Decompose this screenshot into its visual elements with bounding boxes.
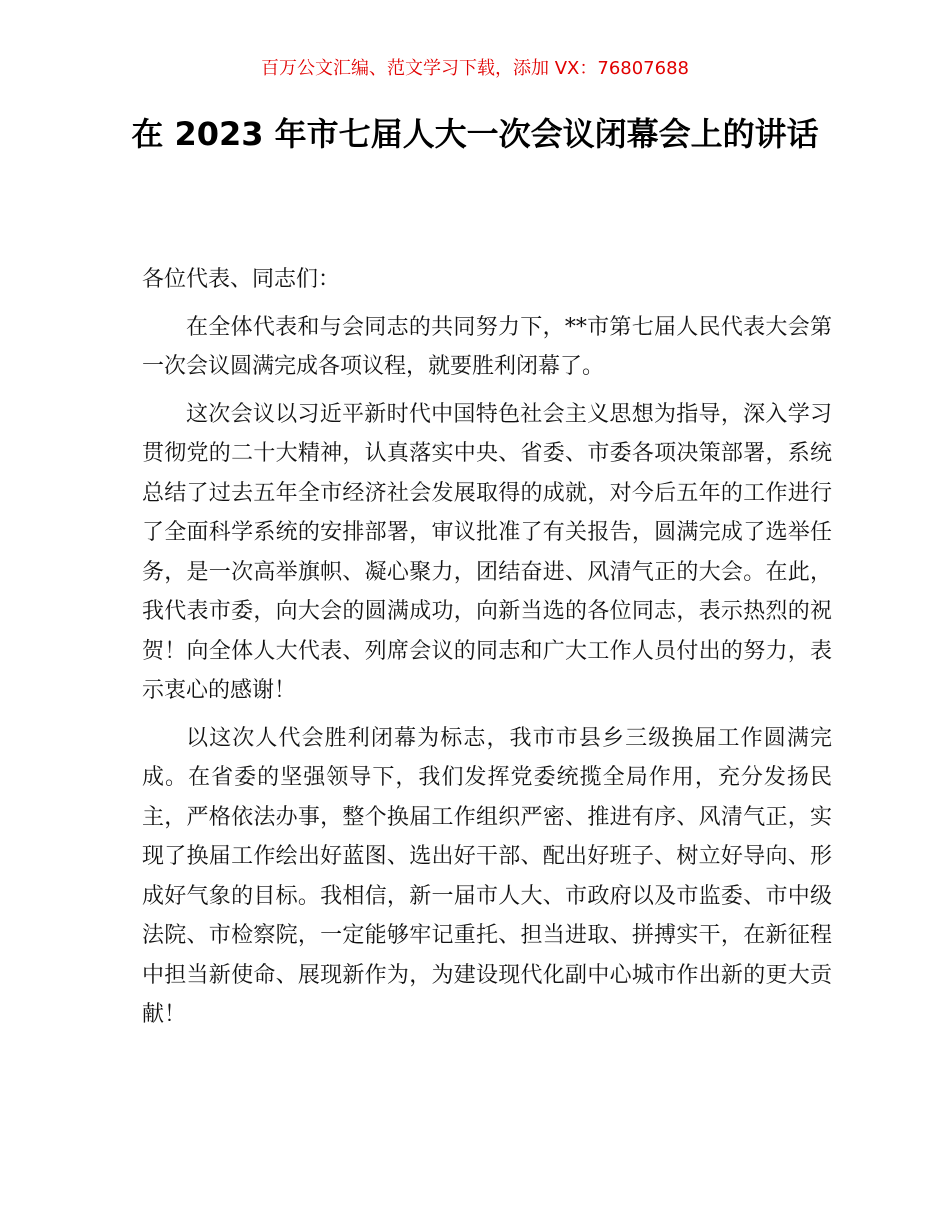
document-body (142, 260, 832, 1043)
paragraph-3: 以这次人代会胜利闭幕为标志，我市市县乡三级换届工作圆满完成。在省委的坚强领导下，我们发挥党委统揽全局作用，充分发扬民主，严格依法办事，整个换届工作组织严密、推进有序、风清气正，实现了换届工作绘出好蓝图、选出好干部、配出好班子、树立好导向、形成好气象的目标。我相信，新一届市人大、市政府以及市监委、市中级法院、市检察院，一定能够牢记重托、担当进取、拼搏实干，在新征程中担当新使命、展现新作为，为建设现代化副中心城市作出新的更大贡献！ (142, 725, 832, 1027)
paragraph-1: 在全体代表和与会同志的共同努力下，**市第七届人民代表大会第一次会议圆满完成各项议程，就要胜利闭幕了。 (142, 314, 832, 379)
watermark-header: 百万公文汇编、范文学习下载，添加 VX：76807688 (261, 58, 689, 79)
paragraph-2: 这次会议以习近平新时代中国特色社会主义思想为指导，深入学习贯彻党的二十大精神，认真落实中央、省委、市委各项决策部署，系统总结了过去五年全市经济社会发展取得的成就，对今后五年的工作进行了全面科学系统的安排部署，审议批准了有关报告，圆满完成了选举任务，是一次高举旗帜、凝心聚力，团结奋进、风清气正的大会。在此，我代表市委，向大会的圆满成功，向新当选的各位同志，表示热烈的祝贺！向全体人大代表、列席会议的同志和广大工作人员付出的努力，表示衷心的感谢！ (142, 401, 832, 703)
salutation: 各位代表、同志们： (142, 267, 341, 292)
document-title: 在 2023 年市七届人大一次会议闭幕会上的讲话 (131, 115, 819, 153)
